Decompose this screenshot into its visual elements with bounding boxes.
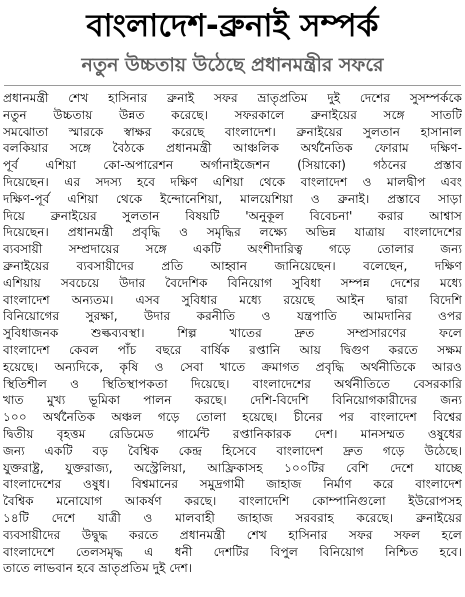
article-line: ব্যবসায়ীদের উদ্বুদ্ধ করতে প্রধানমন্ত্রী শেখ হাসিনার সফর সফল হলে [3, 527, 462, 542]
article-line: সমঝোতা স্মারকে স্বাক্ষর করেছে বাংলাদেশ। ব্রুনাইয়ের সুলতান হাসানাল [3, 124, 462, 139]
article-line: খাত মুখ্য ভূমিকা পালন করছে। দেশি-বিদেশি বিনিয়োগকারীদের জন্য [3, 393, 462, 408]
article-line: নতুন উচ্চতায় উন্নত করেছে। সফরকালে ব্রুনাইয়ের সঙ্গে সাতটি [3, 107, 462, 122]
article-line: দিয়েছেন। এর সদস্য হবে দক্ষিণ এশিয়া থেকে বাংলাদেশ ও মালদ্বীপ এবং [3, 174, 462, 189]
article-line: হয়েছে। অন্যদিকে, কৃষি ও সেবা খাতে ক্রমাগত প্রবৃদ্ধি অর্থনীতিকে আরও [3, 359, 462, 374]
article-line: বাংলাদেশ কেবল পাঁচ বছরে বার্ষিক রপ্তানি আয় দ্বিগুণ করতে সক্ষম [3, 342, 462, 357]
article-line: এশিয়ায় সবচেয়ে উদার বৈদেশিক বিনিয়োগ সুবিধা সম্পন্ন দেশের মধ্যে [3, 275, 462, 290]
article-line: দিয়েছেন। প্রধানমন্ত্রী প্রবৃদ্ধি ও সমৃদ্ধির লক্ষ্যে অভিন্ন যাত্রায় বাংলাদেশের [3, 225, 462, 240]
article-line: ১০০ অর্থনৈতিক অঞ্চল গড়ে তোলা হয়েছে। চীনের পর বাংলাদেশ বিশ্বের [3, 410, 462, 425]
article-line: বাংলাদেশ অন্যতম। এসব সুবিধার মধ্যে রয়েছে আইন দ্বারা বিদেশি [3, 292, 462, 307]
article-line: যুক্তরাষ্ট্র, যুক্তরাজ্য, অস্ট্রেলিয়া, আফ্রিকাসহ ১০০টির বেশি দেশে যাচ্ছে [3, 460, 462, 475]
article-line: ১৪টি দেশে যাত্রী ও মালবাহী জাহাজ সরবরাহ করেছে। ব্রুনাইয়ের [3, 510, 462, 525]
article-line: ব্রুনাইয়ের ব্যবসায়ীদের প্রতি আহ্বান জানিয়েছেন। বলেছেন, দক্ষিণ [3, 258, 462, 273]
article-line: বৈশ্বিক মনোযোগ আকর্ষণ করছে। বাংলাদেশি কোম্পানিগুলো ইউরোপসহ [3, 494, 462, 509]
article-line: পূর্ব এশিয়া কো-অপারেশন অর্গানাইজেশন (সিয়াকো) গঠনের প্রস্তাব [3, 158, 462, 173]
article-line: সুবিধাজনক শুল্কব্যবস্থা। শিল্প খাতের দ্রুত সম্প্রসারণের ফলে [3, 326, 462, 341]
article-line: প্রধানমন্ত্রী শেখ হাসিনার ব্রুনাই সফর ভ্রাতৃপ্রতিম দুই দেশের সুসম্পর্ককে [3, 91, 462, 105]
divider [4, 85, 461, 86]
article-line: বাংলাদেশে তেলসমৃদ্ধ এ ধনী দেশটির বিপুল বিনিয়োগ নিশ্চিত হবে। [3, 544, 462, 559]
article-line: দক্ষিণ-পূর্ব এশিয়া থেকে ইন্দোনেশিয়া, মালয়েশিয়া ও ব্রুনাই। প্রস্তাবে সাড়া [3, 191, 462, 206]
article-line: বিনিয়োগের সুরক্ষা, উদার করনীতি ও যন্ত্রপাতি আমদানির ওপর [3, 309, 462, 324]
article-body [3, 90, 462, 577]
article-line: জন্য একটি বড় বৈশ্বিক কেন্দ্র হিসেবে বাংলাদেশ দ্রুত গড়ে উঠেছে। [3, 443, 462, 458]
article-line: দিয়ে ব্রুনাইয়ের সুলতান বিষয়টি 'অনুকূল বিবেচনা' করার আশ্বাস [3, 208, 462, 223]
article-line: বাংলাদেশের ওষুধ। বিশ্বমানের সমুদ্রগামী জাহাজ নির্মাণ করে বাংলাদেশ [3, 477, 462, 492]
headline: বাংলাদেশ-ব্রুনাই সম্পর্ক [86, 8, 379, 44]
article-line: বলকিয়ার সঙ্গে বৈঠকে প্রধানমন্ত্রী আঞ্চলিক অর্থনৈতিক ফোরাম দক্ষিণ- [3, 141, 462, 156]
article-line: তাতে লাভবান হবে ভ্রাতৃপ্রতিম দুই দেশ। [3, 561, 193, 576]
article-line: ব্যবসায়ী সম্প্রদায়ের সঙ্গে একটি অংশীদারিত্ব গড়ে তোলার জন্য [3, 242, 462, 257]
subheadline: নতুন উচ্চতায় উঠেছে প্রধানমন্ত্রীর সফরে [81, 54, 384, 76]
article-line: দ্বিতীয় বৃহত্তম রেডিমেড গার্মেন্ট রপ্তানিকারক দেশ। মানসম্মত ওষুধের [3, 426, 462, 441]
article-line: স্থিতিশীল ও স্থিতিস্থাপকতা দিয়েছে। বাংলাদেশের অর্থনীতিতে বেসরকারি [3, 376, 462, 391]
